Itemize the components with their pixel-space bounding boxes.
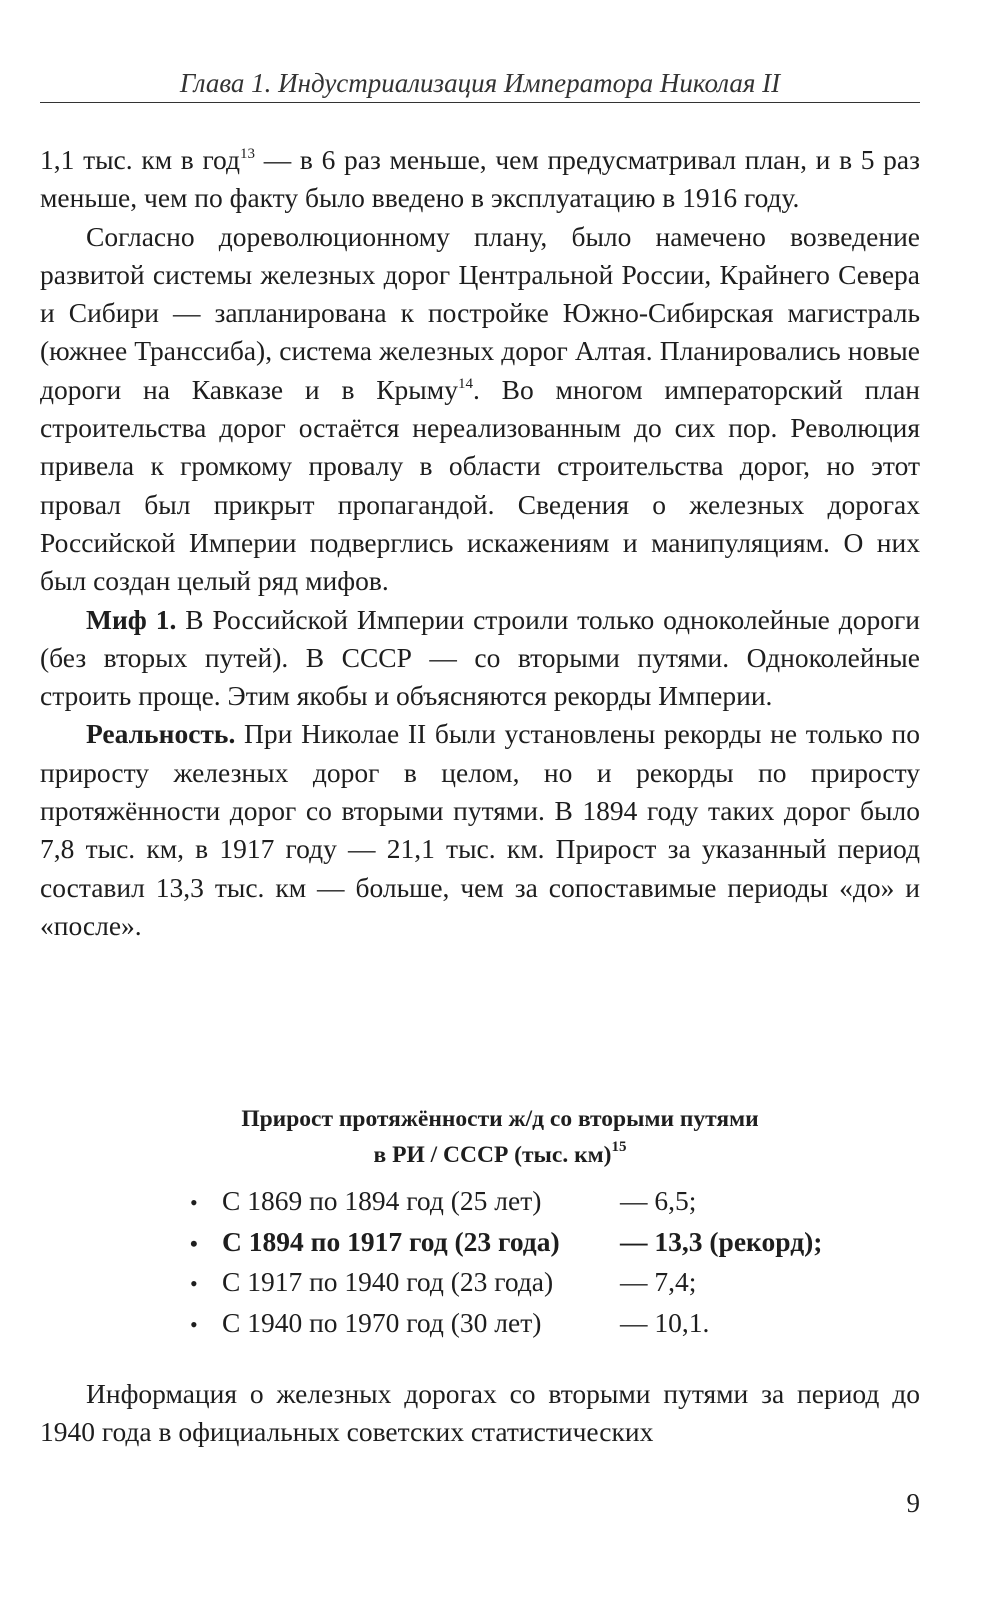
period-value: — 7,4;	[620, 1266, 697, 1297]
paragraph-myth	[40, 601, 920, 716]
text-fragment: — в 6 раз меньше, чем предусматривал план, и в 5 раз меньше, чем по факту было введено в эксплуатацию в 1916 году.	[40, 144, 921, 214]
list-item	[190, 1304, 950, 1345]
list-item	[190, 1263, 950, 1304]
reality-text: При Николае II были установлены рекорды не только по приросту железных дорог в целом, но и рекорды по приросту протяжённости дорог со вторыми путями. В 1894 году таких дорог было 7,8 тыс. км, в 1917 году — 21,1 тыс. км. Прирост за указанный период составил 13,3 тыс. км — больше, чем за сопоставимые периоды «до» и «после».	[40, 718, 920, 941]
footnote-ref[interactable]: 15	[611, 1139, 627, 1155]
period-label: С 1894 по 1917 год (23 года)	[222, 1225, 560, 1257]
period-label: С 1940 по 1970 год (30 лет)	[222, 1306, 542, 1338]
period-label: С 1869 по 1894 год (25 лет)	[222, 1185, 542, 1216]
growth-list	[190, 1182, 950, 1344]
page-number: 9	[906, 1488, 920, 1518]
text-fragment: Согласно дореволюционному плану, было намечено возведение развитой системы железных дорог Центральной России, Крайнего Севера и Сибири — запланирована к постройке Южно-Сибирская магистраль (южнее Транссиба), система железных дорог Алтая. Планировались новые дороги на Кавказе и в Крыму	[40, 220, 920, 405]
paragraph-continuation	[40, 141, 920, 218]
period-value: — 10,1.	[620, 1306, 710, 1338]
period-value: — 6,5;	[620, 1185, 697, 1216]
footnote-ref[interactable]: 13	[240, 146, 256, 162]
bullet-icon: •	[190, 1230, 198, 1256]
footnote-ref[interactable]: 14	[457, 375, 473, 392]
header-rule	[40, 102, 920, 103]
main-text	[40, 141, 920, 945]
list-item-record	[190, 1223, 950, 1264]
list-item	[190, 1182, 950, 1223]
running-head: Глава 1. Индустриализация Императора Николая II	[179, 68, 781, 98]
paragraph-plan	[40, 218, 920, 601]
closing-text	[40, 1375, 920, 1452]
period-label: С 1917 по 1940 год (23 года)	[222, 1266, 554, 1297]
period-value: — 13,3 (рекорд);	[620, 1225, 823, 1257]
text-fragment: 1,1 тыс. км в год	[40, 144, 241, 175]
table-title-line: Прирост протяжённости ж/д со вторыми путями	[241, 1106, 759, 1132]
table-title-line	[40, 1137, 960, 1173]
table-title	[40, 1101, 960, 1173]
bullet-icon: •	[190, 1190, 198, 1215]
myth-label: Миф 1.	[86, 603, 177, 635]
text-fragment: . Во многом императорский план строительства дорог остаётся нереализованным до сих пор. Революция привела к громкому провалу в области строительства дорог, но этот провал был прикрыт пропагандой. Сведения о железных дорогах Российской Империи подверглись искажениям и манипуляциям. О них был создан целый ряд мифов.	[40, 373, 920, 597]
myth-text: В Российской Империи строили только одноколейные дороги (без вторых путей). В СССР — со вторыми путями. Одноколейные строить проще. Этим якобы и объясняются рекорды Империи.	[40, 603, 921, 712]
table-title-text: в РИ / СССР (тыс. км)	[373, 1142, 612, 1168]
bullet-icon: •	[190, 1271, 198, 1296]
reality-label: Реальность.	[86, 718, 236, 750]
bullet-icon: •	[190, 1311, 198, 1337]
paragraph-reality	[40, 715, 920, 945]
paragraph-tail: Информация о железных дорогах со вторыми путями за период до 1940 года в официальных советских статистических	[40, 1378, 920, 1448]
